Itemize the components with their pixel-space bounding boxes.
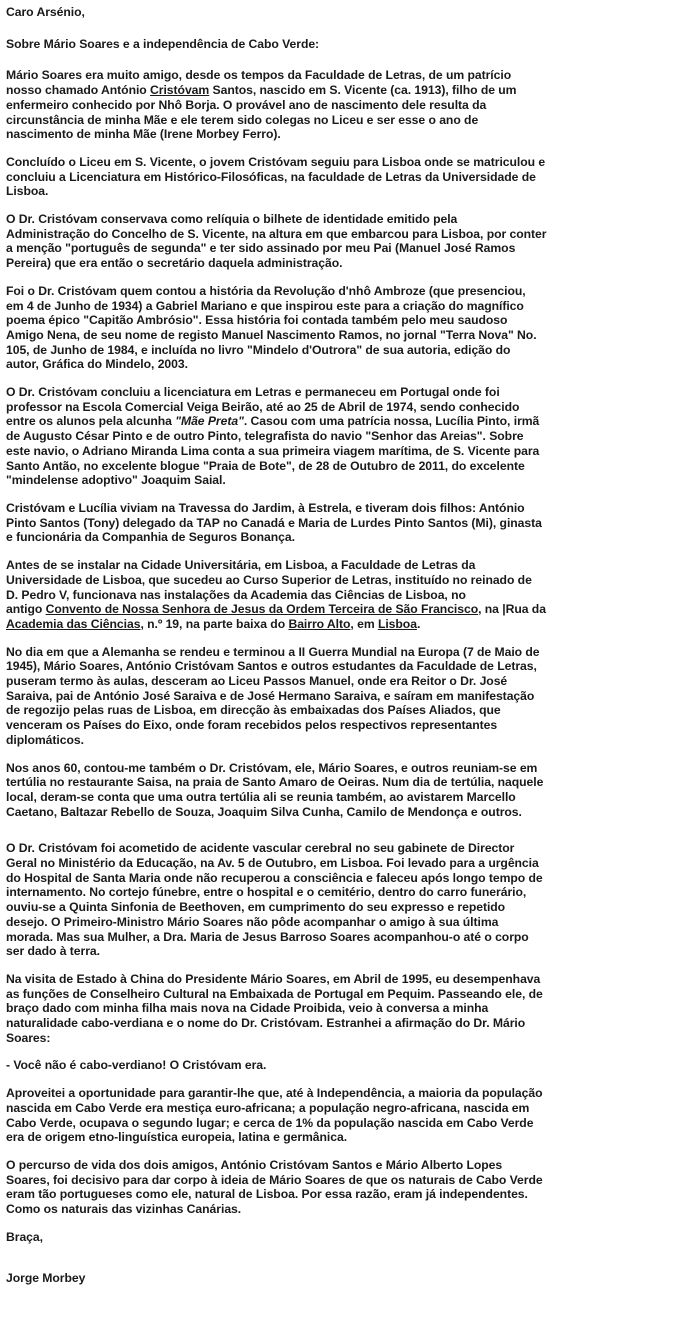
- text-line: O Dr. Cristóvam foi acometido de acidente vascular cerebral no seu gabinete de Director: [6, 841, 515, 856]
- text-line: do Hospital de Santa Maria onde não recuperou a consciência e faleceu após longo tempo de: [6, 870, 543, 885]
- paragraph: [6, 385, 668, 488]
- text-line: circunstância de minha Mãe e ele terem sido colegas no Liceu e ser esse o ano de: [6, 112, 479, 127]
- paragraph: [6, 645, 668, 748]
- paragraph: [6, 155, 668, 199]
- text-line: Soares, foi decisivo para dar corpo à ideia de Mário Soares de que os naturais de Cabo Verde: [6, 1172, 543, 1187]
- text-line: 1945), Mário Soares, António Cristóvam Santos e outros estudantes da Faculdade de Letras,: [6, 659, 537, 674]
- text-line: Como os naturais das vizinhas Canárias.: [6, 1202, 242, 1217]
- text-line: "mindelense adoptivo" Joaquim Saial.: [6, 473, 226, 488]
- text-line: de regozijo pelas ruas de Lisboa, em direcção às embaixadas dos Países Aliados, que: [6, 703, 501, 718]
- text-line: Universidade de Lisboa, que sucedeu ao Curso Superior de Letras, instituído no reinado de: [6, 572, 532, 587]
- text-line: nascimento de minha Mãe (Irene Morbey Ferro).: [6, 127, 281, 142]
- text-line: entre os alunos pela alcunha "Mãe Preta". Casou com uma patrícia nossa, Lucília Pinto, irmã: [6, 414, 540, 429]
- text-line: Concluído o Liceu em S. Vicente, o jovem Cristóvam seguiu para Lisboa onde se matriculou e: [6, 154, 546, 169]
- text-line: O Dr. Cristóvam concluiu a licenciatura em Letras e permaneceu em Portugal onde foi: [6, 385, 500, 400]
- text-line: naturalidade cabo-verdiana e o nome do Dr. Cristóvam. Estranhei a afirmação do Dr. Mário: [6, 1016, 526, 1031]
- letter-body: [6, 68, 668, 1216]
- paragraph: [6, 1158, 668, 1217]
- signature: Jorge Morbey: [6, 1270, 86, 1285]
- text-line: Mário Soares era muito amigo, desde os tempos da Faculdade de Letras, de um patrício: [6, 68, 512, 83]
- paragraph: [6, 68, 668, 142]
- text-line: Santo Antão, no excelente blogue "Praia de Bote", de 28 de Outubro de 2011, do excelente: [6, 458, 525, 473]
- text-line: Lisboa.: [6, 184, 49, 199]
- paragraph: [6, 761, 668, 820]
- text-line: nascida em Cabo Verde era mestiça euro-africana; a população negro-africana, nascida em: [6, 1100, 530, 1115]
- letter-document: [6, 5, 668, 1285]
- text-line: No dia em que a Alemanha se rendeu e terminou a II Guerra Mundial na Europa (7 de Maio de: [6, 644, 540, 659]
- text-line: professor na Escola Comercial Veiga Beirão, até ao 25 de Abril de 1974, sendo conhecido: [6, 399, 520, 414]
- paragraph: [6, 1086, 668, 1145]
- salutation: Caro Arsénio,: [6, 5, 85, 19]
- paragraph: [6, 212, 668, 271]
- paragraph: [6, 558, 668, 632]
- text-line: Cabo Verde, ocupava o segundo lugar; e cerca de 1% da população nascida em Cabo Verde: [6, 1115, 534, 1130]
- text-line: local, deram-se conta que uma outra tertúlia ali se reunia também, ao avistarem Marcello: [6, 789, 516, 804]
- text-line: puseram termo às aulas, desceram ao Liceu Passos Manuel, onde era Reitor o Dr. José: [6, 674, 508, 689]
- text-line: desejo. O Primeiro-Ministro Mário Soares não pôde acompanhar o amigo à sua última: [6, 914, 499, 929]
- text-line: Aproveitei a oportunidade para garantir-lhe que, até à Independência, a maioria da população: [6, 1086, 543, 1101]
- text-line: O percurso de vida dos dois amigos, António Cristóvam Santos e Mário Alberto Lopes: [6, 1158, 503, 1172]
- text-line: tertúlia no restaurante Saisa, na praia de Santo Amaro de Oeiras. Num dia de tertúlia, naquele: [6, 775, 544, 790]
- text-line: Antes de se instalar na Cidade Universitária, em Lisboa, a Faculdade de Letras da: [6, 558, 476, 573]
- paragraph: [6, 972, 668, 1046]
- text-line: braço dado com minha filha mais nova na Cidade Proibida, veio à conversa a minha: [6, 1001, 489, 1016]
- text-line: internamento. No cortejo fúnebre, entre o hospital e o cemitério, dentro do carro funerário,: [6, 885, 527, 900]
- text-line: nosso chamado António Cristóvam Santos, nascido em S. Vicente (ca. 1913), filho de um: [6, 83, 517, 98]
- text-line: 105, de Junho de 1984, e incluída no livro "Mindelo d'Outrora" de sua autoria, edição do: [6, 342, 511, 357]
- text-line: ser dado à terra.: [6, 944, 100, 959]
- text-line: autor, Gráfica do Mindelo, 2003.: [6, 357, 188, 372]
- text-line: poema épico "Capitão Ambrósio". Essa história foi contada também pelo meu saudoso: [6, 313, 508, 328]
- text-line: Amigo Nena, de seu nome de registo Manuel Nascimento Ramos, no jornal "Terra Nova" No.: [6, 327, 537, 342]
- text-line: Caetano, Baltazar Rebello de Souza, Joaquim Silva Cunha, Camilo de Mendonça e outros.: [6, 804, 522, 819]
- text-line: enfermeiro conhecido por Nhô Borja. O provável ano de nascimento dele resulta da: [6, 97, 487, 112]
- text-line: Na visita de Estado à China do Presidente Mário Soares, em Abril de 1995, eu desempenhava: [6, 971, 541, 986]
- text-line: as funções de Conselheiro Cultural na Embaixada de Portugal em Pequim. Passeando ele, de: [6, 986, 543, 1001]
- text-line: - Você não é cabo-verdiano! O Cristóvam era.: [6, 1058, 267, 1073]
- text-line: antigo Convento de Nossa Senhora de Jesus da Ordem Terceira de São Francisco, na |Rua da: [6, 602, 546, 617]
- text-line: Pinto Santos (Tony) delegado da TAP no Canadá e Maria de Lurdes Pinto Santos (Mi), ginasta: [6, 515, 542, 530]
- text-line: Nos anos 60, contou-me também o Dr. Cristóvam, ele, Mário Soares, e outros reuniam-se em: [6, 760, 538, 775]
- text-line: O Dr. Cristóvam conservava como relíquia o bilhete de identidade emitido pela: [6, 212, 458, 227]
- text-line: em 4 de Junho de 1934) a Gabriel Mariano e que inspirou este para a criação do magnífico: [6, 298, 524, 313]
- text-line: eram tão portugueses como ele, natural de Lisboa. Por essa razão, eram já independentes.: [6, 1187, 528, 1202]
- text-line: Saraiva, pai de António José Saraiva e de José Hermano Saraiva, e saíram em manifestação: [6, 688, 535, 703]
- text-line: Academia das Ciências, n.º 19, na parte baixa do Bairro Alto, em Lisboa.: [6, 616, 421, 631]
- paragraph: [6, 1058, 668, 1073]
- text-line: venceram os Países do Eixo, onde foram recebidos pelos respectivos representantes: [6, 718, 498, 733]
- text-line: Administração do Concelho de S. Vicente, na altura em que embarcou para Lisboa, por conter: [6, 226, 547, 241]
- paragraph: [6, 841, 668, 959]
- text-line: morada. Mas sua Mulher, a Dra. Maria de Jesus Barroso Soares acompanhou-o até o corpo: [6, 929, 529, 944]
- subject-line: Sobre Mário Soares e a independência de Cabo Verde:: [6, 36, 320, 51]
- text-line: concluiu a Licenciatura em Histórico-Filosóficas, na faculdade de Letras da Universidade de: [6, 169, 536, 184]
- text-line: Foi o Dr. Cristóvam quem contou a história da Revolução d'nhô Ambroze (que presenciou,: [6, 283, 526, 298]
- text-line: D. Pedro V, funcionava nas instalações da Academia das Ciências de Lisboa, no: [6, 587, 466, 602]
- paragraph: [6, 284, 668, 372]
- text-line: ouviu-se a Quinta Sinfonia de Beethoven, em cumprimento do seu expresso e repetido: [6, 900, 506, 915]
- text-line: Geral no Ministério da Educação, na Av. 5 de Outubro, em Lisboa. Foi levado para a urgência: [6, 856, 539, 871]
- text-line: Cristóvam e Lucília viviam na Travessa do Jardim, à Estrela, e tiveram dois filhos: António: [6, 500, 525, 515]
- text-line: diplomáticos.: [6, 732, 84, 747]
- text-line: de Augusto César Pinto e de outro Pinto, telegrafista do navio "Senhor das Areias". Sobre: [6, 429, 524, 444]
- text-line: Pereira) que era então o secretário daquela administração.: [6, 256, 343, 271]
- text-line: e funcionária da Companhia de Seguros Bonança.: [6, 530, 295, 545]
- text-line: a menção "português de segunda" e ter sido assinado por meu Pai (Manuel José Ramos: [6, 241, 516, 256]
- closing: Braça,: [6, 1229, 43, 1244]
- paragraph: [6, 501, 668, 545]
- text-line: Soares:: [6, 1030, 51, 1045]
- text-line: este navio, o Adriano Miranda Lima conta a sua primeira viagem marítima, de S. Vicente para: [6, 443, 540, 458]
- text-line: era de origem etno-linguística europeia, latina e germânica.: [6, 1130, 348, 1145]
